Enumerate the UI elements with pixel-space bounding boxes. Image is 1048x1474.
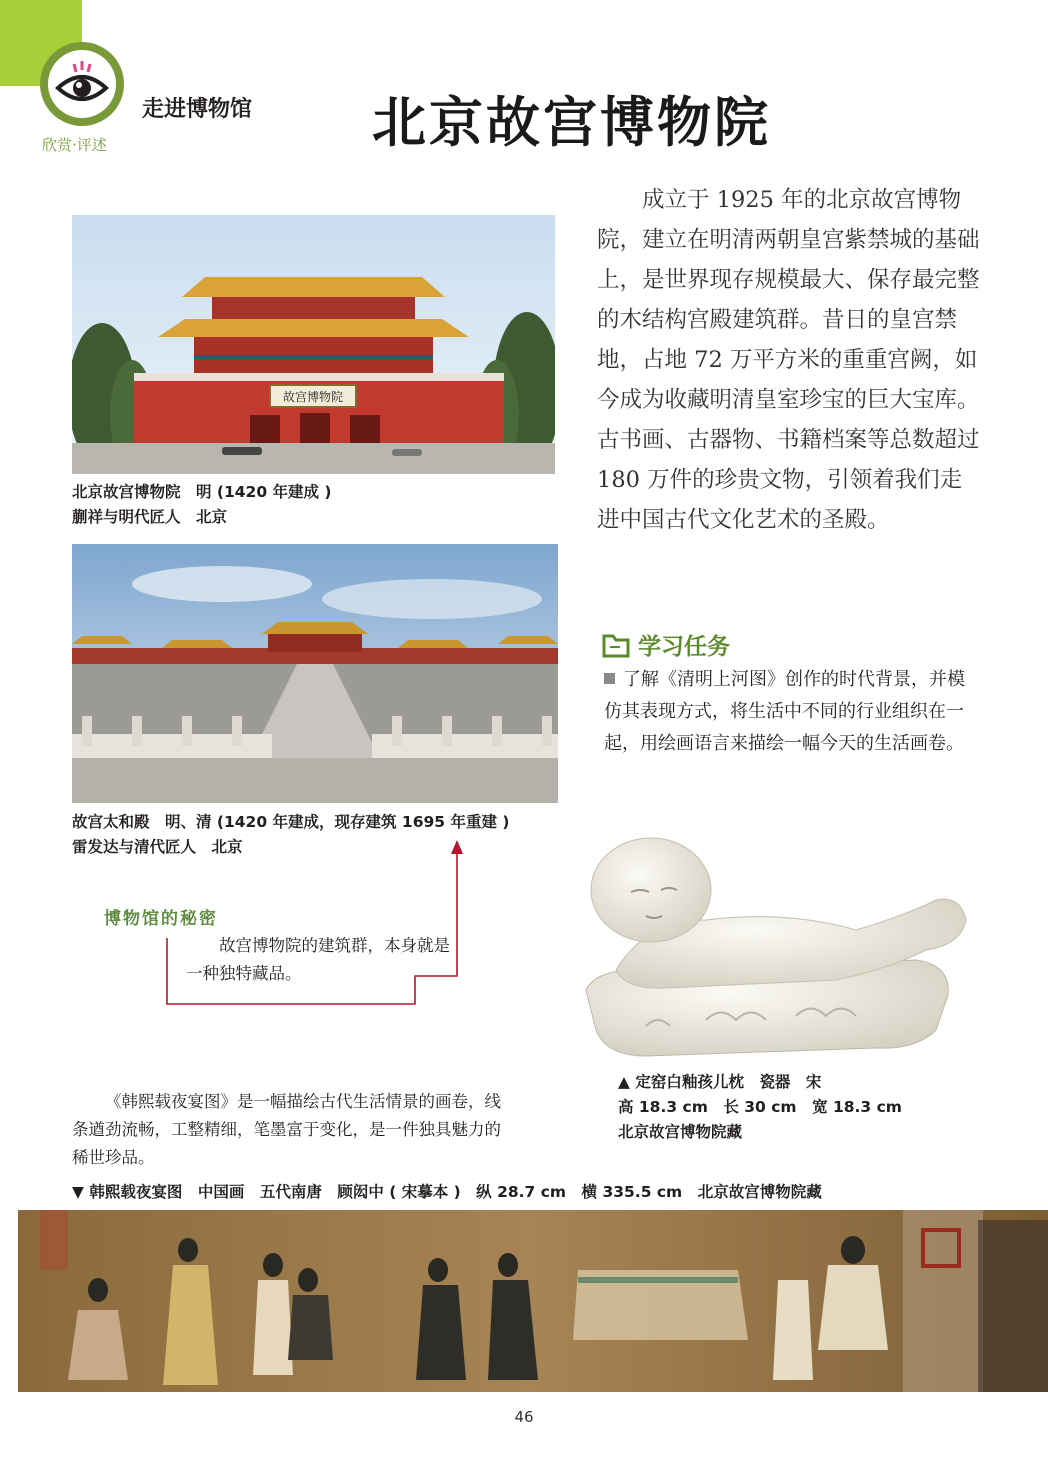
sub-label: 欣赏·评述 bbox=[42, 136, 107, 154]
page-title: 北京故宫博物院 bbox=[372, 90, 771, 154]
secret-title: 博物馆的秘密 bbox=[104, 909, 218, 929]
task-heading: 学习任务 bbox=[638, 634, 730, 660]
section-label: 走进博物馆 bbox=[142, 97, 253, 122]
pillow-caption-line3: 北京故宫博物院藏 bbox=[618, 1123, 743, 1141]
page-number: 46 bbox=[514, 1408, 534, 1426]
intro-paragraph: 成立于 1925 年的北京故宫博物院，建立在明清两朝皇宫紫禁城的基础上，是世界现存规模最大、保存最完整的木结构宫殿建筑群。昔日的皇宫禁地，占地 72 万平方米的重重宫阙，如今成为收藏明清皇室珍宝的巨大宝库。古书画、古器物、书籍档案等总数超过 180 万件的珍贵文物，引领着我们走进中国古代文化艺术的圣殿。 bbox=[597, 187, 980, 533]
eye-badge bbox=[40, 42, 124, 126]
photo-porcelain-pillow bbox=[556, 820, 976, 1060]
photo2-caption-line1: 故宫太和殿 明、清 (1420 年建成，现存建筑 1695 年重建 ) bbox=[72, 813, 510, 831]
task-text-block bbox=[604, 664, 979, 760]
scroll-caption: ▼ 韩熙载夜宴图 中国画 五代南唐 顾闳中 ( 宋摹本 ) 纵 28.7 cm 横 335.5 cm 北京故宫博物院藏 bbox=[72, 1183, 822, 1201]
photo-forbidden-city-gate bbox=[72, 215, 555, 474]
pillow-caption bbox=[618, 1070, 902, 1145]
photo1-caption-line2: 蒯祥与明代匠人 北京 bbox=[72, 508, 228, 526]
photo1-caption bbox=[72, 480, 332, 530]
gate-sign: 故宫博物院 bbox=[282, 390, 344, 404]
bullet-square-icon bbox=[604, 673, 615, 684]
task-text: 了解《清明上河图》创作的时代背景，并模仿其表现方式，将生活中不同的行业组织在一起，用绘画语言来描绘一幅今天的生活画卷。 bbox=[604, 669, 965, 754]
pillow-caption-line2: 高 18.3 cm 长 30 cm 宽 18.3 cm bbox=[618, 1098, 902, 1116]
pillow-caption-line1: ▲ 定窑白釉孩儿枕 瓷器 宋 bbox=[618, 1073, 822, 1091]
photo2-caption-line2: 雷发达与清代匠人 北京 bbox=[72, 838, 243, 856]
painting-night-revels bbox=[18, 1210, 1048, 1392]
folder-icon bbox=[602, 632, 630, 658]
photo1-caption-line1: 北京故宫博物院 明 (1420 年建成 ) bbox=[72, 483, 332, 501]
secret-text: 故宫博物院的建筑群，本身就是一种独特藏品。 bbox=[186, 936, 450, 983]
eye-icon bbox=[48, 50, 116, 118]
photo-hall-of-supreme-harmony bbox=[72, 544, 558, 803]
bottom-paragraph: 《韩熙载夜宴图》是一幅描绘古代生活情景的画卷，线条遒劲流畅，工整精细，笔墨富于变化，是一件独具魅力的稀世珍品。 bbox=[72, 1092, 501, 1167]
